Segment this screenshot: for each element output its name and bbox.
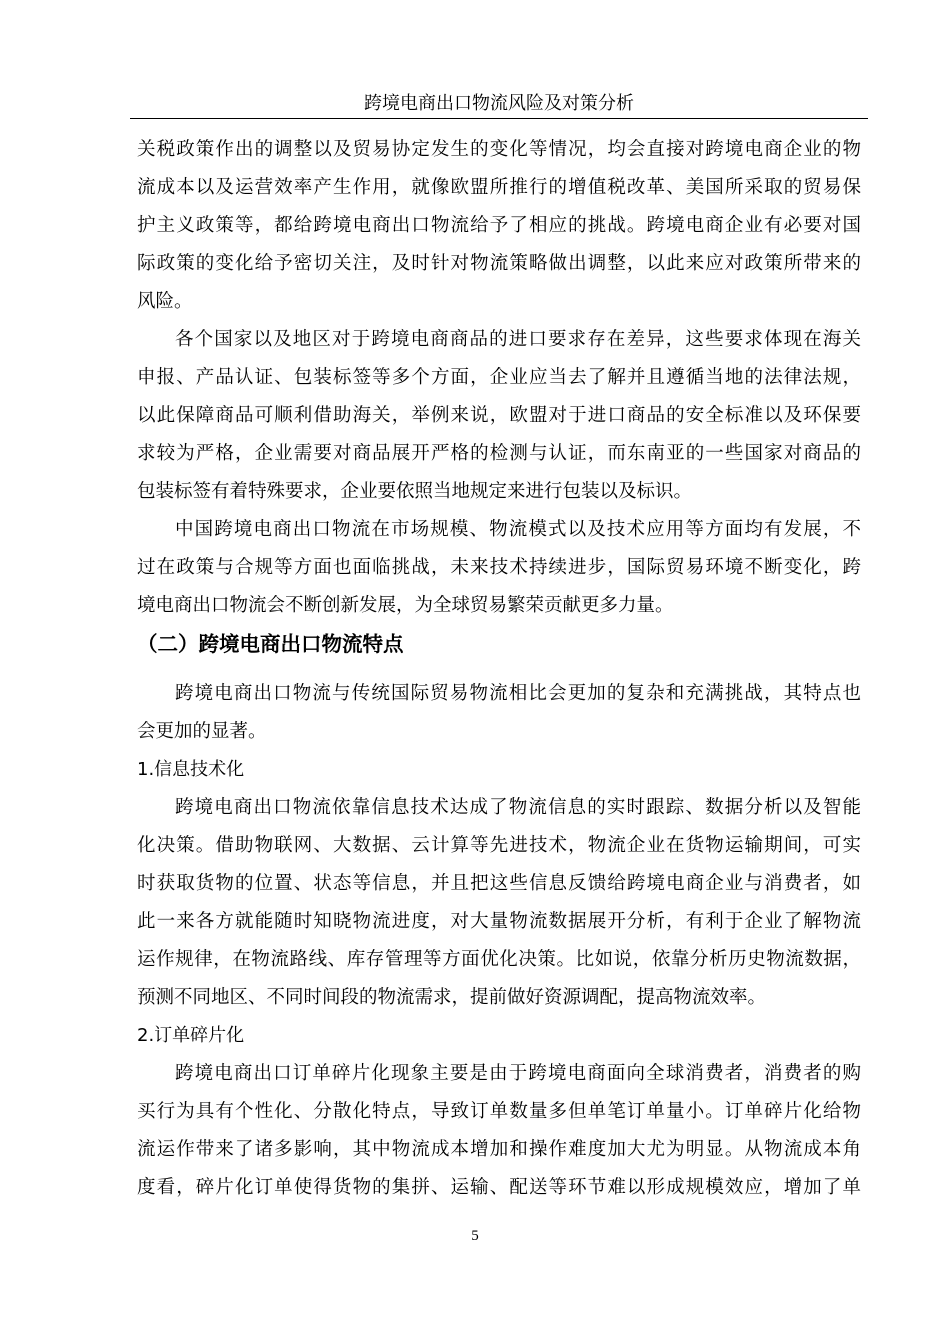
paragraph-line: 此一来各方就能随时知晓物流进度，对大量物流数据展开分析，有利于企业了解物流 <box>137 911 861 932</box>
running-header: 跨境电商出口物流风险及对策分析 <box>364 93 634 114</box>
paragraph-line: 以此保障商品可顺利借助海关，举例来说，欧盟对于进口商品的安全标准以及环保要 <box>137 405 861 426</box>
header-rule <box>130 118 868 119</box>
paragraph-line: 化决策。借助物联网、大数据、云计算等先进技术，物流企业在货物运输期间，可实 <box>137 835 861 856</box>
paragraph-line: 流运作带来了诸多影响，其中物流成本增加和操作难度加大尤为明显。从物流成本角 <box>137 1139 861 1160</box>
paragraph-line: 包装标签有着特殊要求，企业要依照当地规定来进行包装以及标识。 <box>137 481 693 502</box>
paragraph-line: 度看，碎片化订单使得货物的集拼、运输、配送等环节难以形成规模效应，增加了单 <box>137 1177 861 1198</box>
paragraph-line: 时获取货物的位置、状态等信息，并且把这些信息反馈给跨境电商企业与消费者，如 <box>137 873 861 894</box>
paragraph-line: 际政策的变化给予密切关注，及时针对物流策略做出调整，以此来应对政策所带来的 <box>137 253 861 274</box>
section-heading: （二）跨境电商出口物流特点 <box>137 632 404 656</box>
paragraph-line: 护主义政策等，都给跨境电商出口物流给予了相应的挑战。跨境电商企业有必要对国 <box>137 215 861 236</box>
paragraph-line: 会更加的显著。 <box>137 721 267 742</box>
paragraph-line: 关税政策作出的调整以及贸易协定发生的变化等情况，均会直接对跨境电商企业的物 <box>137 139 861 160</box>
subsection-heading: 2.订单碎片化 <box>137 1025 245 1046</box>
paragraph-line: 跨境电商出口订单碎片化现象主要是由于跨境电商面向全球消费者，消费者的购 <box>175 1063 861 1084</box>
paragraph-line: 境电商出口物流会不断创新发展，为全球贸易繁荣贡献更多力量。 <box>137 595 674 616</box>
paragraph-line: 风险。 <box>137 291 193 312</box>
paragraph-line: 各个国家以及地区对于跨境电商商品的进口要求存在差异，这些要求体现在海关 <box>175 329 861 350</box>
subsection-heading: 1.信息技术化 <box>137 759 245 780</box>
paragraph-line: 运作规律，在物流路线、库存管理等方面优化决策。比如说，依靠分析历史物流数据， <box>137 949 861 970</box>
paragraph-line: 申报、产品认证、包装标签等多个方面，企业应当去了解并且遵循当地的法律法规， <box>137 367 861 388</box>
paragraph-line: 预测不同地区、不同时间段的物流需求，提前做好资源调配，提高物流效率。 <box>137 987 767 1008</box>
paragraph-line: 过在政策与合规等方面也面临挑战，未来技术持续进步，国际贸易环境不断变化，跨 <box>137 557 861 578</box>
paragraph-line: 跨境电商出口物流依靠信息技术达成了物流信息的实时跟踪、数据分析以及智能 <box>175 797 861 818</box>
page-number: 5 <box>471 1228 479 1244</box>
paragraph-line: 求较为严格，企业需要对商品展开严格的检测与认证，而东南亚的一些国家对商品的 <box>137 443 861 464</box>
paragraph-line: 中国跨境电商出口物流在市场规模、物流模式以及技术应用等方面均有发展，不 <box>175 519 861 540</box>
paragraph-line: 买行为具有个性化、分散化特点，导致订单数量多但单笔订单量小。订单碎片化给物 <box>137 1101 861 1122</box>
paragraph-line: 流成本以及运营效率产生作用，就像欧盟所推行的增值税改革、美国所采取的贸易保 <box>137 177 861 198</box>
paragraph-line: 跨境电商出口物流与传统国际贸易物流相比会更加的复杂和充满挑战，其特点也 <box>175 683 861 704</box>
